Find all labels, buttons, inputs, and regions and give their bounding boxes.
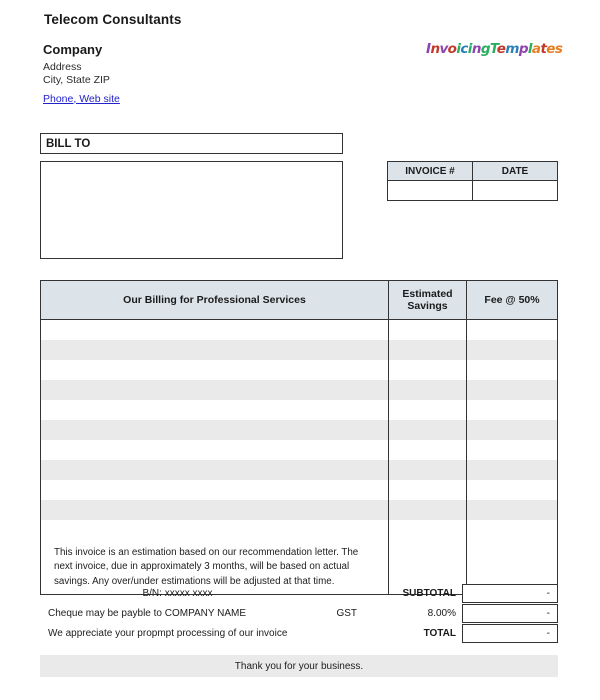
logo-letter-7: n [471, 41, 481, 57]
row-savings-cell[interactable] [388, 340, 466, 360]
totals-label: 8.00% [427, 607, 456, 619]
totals-note-text: B/N: xxxxx xxxx [142, 587, 213, 599]
row-fee-cell[interactable] [466, 440, 557, 460]
column-header-fee: Fee @ 50% [466, 281, 557, 319]
table-row [41, 500, 557, 520]
billing-table [40, 280, 558, 595]
company-city-state-zip: City, State ZIP [43, 74, 110, 87]
row-savings-cell[interactable] [388, 440, 466, 460]
company-name: Company [43, 42, 103, 57]
row-description-cell[interactable] [41, 440, 388, 460]
table-row [41, 440, 557, 460]
row-description-cell[interactable] [41, 320, 388, 340]
row-fee-cell[interactable] [466, 420, 557, 440]
row-description-cell[interactable] [41, 460, 388, 480]
totals-section [40, 583, 558, 643]
row-description-cell[interactable] [41, 520, 388, 540]
logo-letter-2: v [439, 41, 448, 57]
company-contact-link[interactable]: Phone, Web site [43, 92, 120, 105]
logo-letter-13: l [527, 41, 532, 57]
totals-note-text: We appreciate your propmpt processing of our invoice [48, 627, 288, 639]
row-savings-cell[interactable] [388, 460, 466, 480]
table-row [41, 520, 557, 540]
logo-letter-10: e [496, 41, 506, 57]
column-header-estimated-savings [388, 281, 466, 319]
row-description-cell[interactable] [41, 340, 388, 360]
logo-letter-0: I [426, 41, 431, 57]
row-fee-cell[interactable] [466, 520, 557, 540]
totals-label: SUBTOTAL [402, 587, 456, 599]
table-row [41, 420, 557, 440]
invoice-meta-value-row [388, 181, 558, 201]
row-description-cell[interactable] [41, 480, 388, 500]
page-title: Telecom Consultants [44, 12, 182, 27]
row-fee-cell[interactable] [466, 460, 557, 480]
logo-letter-15: t [540, 41, 547, 57]
totals-label: TOTAL [423, 627, 456, 639]
row-fee-cell[interactable] [466, 380, 557, 400]
row-savings-cell[interactable] [388, 380, 466, 400]
row-savings-cell[interactable] [388, 320, 466, 340]
row-savings-cell[interactable] [388, 480, 466, 500]
table-row [41, 400, 557, 420]
table-row [41, 460, 557, 480]
invoice-meta-header-row [388, 162, 558, 181]
column-header-description: Our Billing for Professional Services [123, 293, 306, 306]
logo-letter-3: o [447, 41, 457, 57]
company-address: Address [43, 60, 82, 73]
logo-letter-12: p [518, 41, 528, 57]
row-savings-cell[interactable] [388, 500, 466, 520]
row-description-cell[interactable] [41, 380, 388, 400]
row-fee-cell[interactable] [466, 480, 557, 500]
row-description-cell[interactable] [41, 360, 388, 380]
logo-letter-6: i [467, 41, 472, 57]
billing-note-text: This invoice is an estimation based on our recommendation letter. The next invoice, due in approximately 3 months, will be based on actual savings. Any over/under estimations will be adjusted at that time. [54, 547, 359, 587]
invoice-number-field[interactable] [388, 181, 473, 201]
table-row [41, 360, 557, 380]
totals-note-text: Cheque may be payble to COMPANY NAME [48, 607, 247, 619]
invoice-meta-table [387, 161, 558, 201]
row-description-cell[interactable] [41, 400, 388, 420]
table-row [41, 320, 557, 340]
row-savings-cell[interactable] [388, 400, 466, 420]
invoice-number-header: INVOICE # [388, 162, 473, 181]
logo-letter-4: i [456, 41, 461, 57]
logo-letter-5: c [460, 41, 468, 57]
logo-letter-16: e [546, 41, 555, 57]
footer-message: Thank you for your business. [40, 655, 558, 677]
billing-table-header-row [41, 281, 557, 320]
totals-amount-field[interactable]: - [462, 584, 558, 603]
totals-gst-label: GST [336, 607, 357, 619]
bill-to-address-field[interactable] [40, 161, 343, 259]
bill-to-label: BILL TO [40, 133, 343, 154]
invoice-date-field[interactable] [473, 181, 558, 201]
logo-letter-14: a [531, 41, 541, 57]
totals-row [40, 603, 558, 623]
row-savings-cell[interactable] [388, 520, 466, 540]
row-fee-cell[interactable] [466, 360, 557, 380]
totals-amount-field[interactable]: - [462, 624, 558, 643]
column-header-savings-line1: Estimated [402, 287, 453, 300]
logo-letter-9: T [489, 41, 497, 57]
row-fee-cell[interactable] [466, 320, 557, 340]
table-row [41, 480, 557, 500]
totals-amount-field[interactable]: - [462, 604, 558, 623]
column-header-savings-line2: Savings [407, 300, 448, 312]
totals-row [40, 583, 558, 603]
invoicing-templates-logo [426, 41, 562, 57]
row-description-cell[interactable] [41, 500, 388, 520]
row-savings-cell[interactable] [388, 360, 466, 380]
invoice-date-header: DATE [473, 162, 558, 181]
row-fee-cell[interactable] [466, 340, 557, 360]
table-row [41, 340, 557, 360]
company-info-block [43, 42, 120, 108]
row-savings-cell[interactable] [388, 420, 466, 440]
row-fee-cell[interactable] [466, 400, 557, 420]
row-fee-cell[interactable] [466, 500, 557, 520]
logo-letter-1: n [430, 41, 440, 57]
row-description-cell[interactable] [41, 420, 388, 440]
billing-table-body [41, 320, 557, 540]
logo-letter-17: s [554, 41, 563, 57]
logo-letter-11: m [505, 41, 519, 57]
totals-row [40, 623, 558, 643]
table-row [41, 380, 557, 400]
logo-letter-8: g [480, 41, 490, 57]
